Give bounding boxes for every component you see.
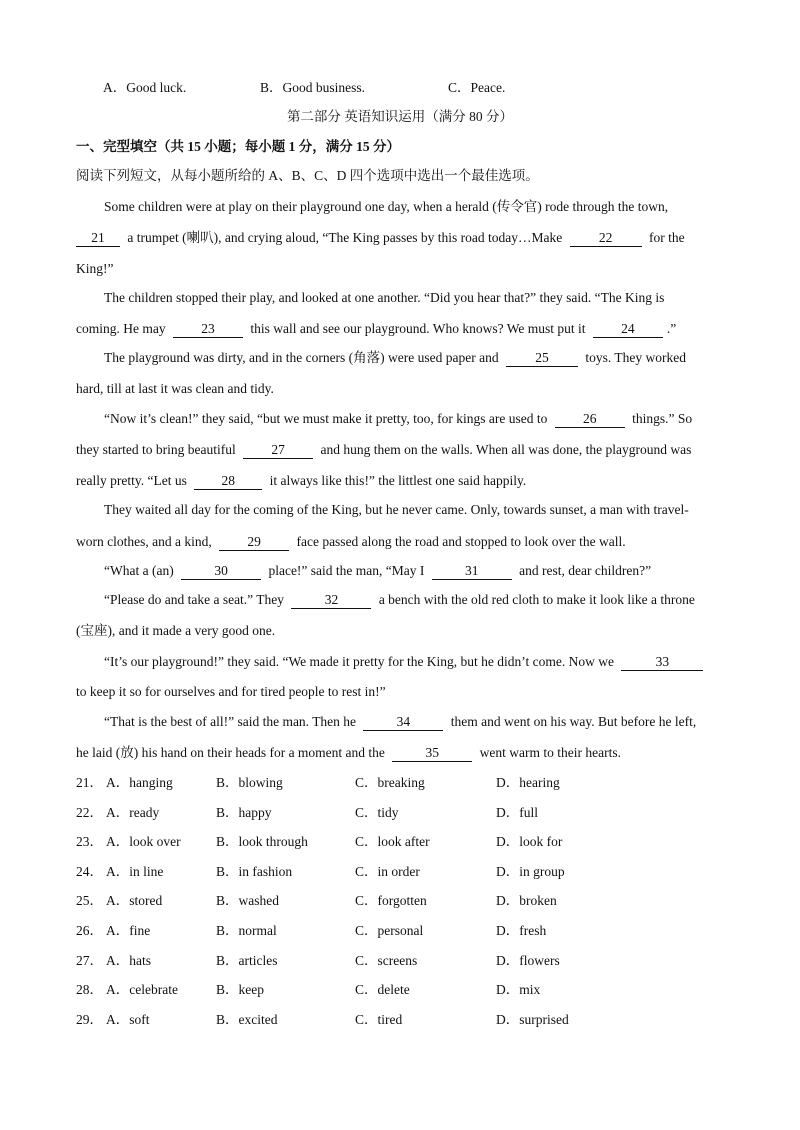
passage-line: “That is the best of all!” said the man. Then he 34 them and went on his way. But before he left,	[104, 714, 697, 729]
passage-line: hard, till at last it was clean and tidy.	[76, 381, 274, 396]
option-b: B．happy	[216, 804, 272, 820]
prev-option-b: B．Good business.	[260, 80, 366, 95]
option-c: C．in order	[355, 863, 420, 879]
option-b: B．blowing	[216, 775, 283, 790]
passage-line: “Now it’s clean!” they said, “but we must make it pretty, too, for kings are used to 26 things.” So	[104, 411, 693, 426]
option-d: D．broken	[496, 893, 557, 909]
passage-line: The children stopped their play, and looked at one another. “Did you hear that?” they said. “The King is	[104, 290, 665, 305]
option-b: B．excited	[216, 1011, 278, 1027]
option-d: D．full	[496, 804, 538, 820]
option-d: D．fresh	[496, 923, 547, 938]
passage-line: really pretty. “Let us 28 it always like this!” the littlest one said happily.	[76, 473, 527, 488]
question-number: 26．	[76, 923, 103, 938]
option-c: C．breaking	[355, 775, 425, 790]
section-title: 一、完型填空（共 15 小题；每小题 1 分，满分 15 分）	[76, 139, 400, 154]
blank-33: 33	[621, 653, 703, 671]
option-b: B．look through	[216, 834, 308, 850]
blank-24: 24	[593, 320, 663, 338]
option-c: C．tired	[355, 1011, 403, 1027]
option-a: A．in line	[106, 863, 164, 879]
option-b: B．normal	[216, 923, 277, 938]
blank-35: 35	[392, 744, 472, 762]
option-c: C．delete	[355, 982, 410, 998]
blank-30: 30	[181, 562, 261, 580]
passage-line: King!”	[76, 261, 114, 276]
option-c: C．look after	[355, 834, 430, 850]
question-number: 28．	[76, 982, 103, 998]
option-d: D．hearing	[496, 775, 560, 790]
option-d: D．mix	[496, 982, 541, 998]
passage-line: (宝座), and it made a very good one.	[76, 623, 276, 638]
passage-line: they started to bring beautiful 27 and hung them on the walls. When all was done, the playground was	[76, 442, 692, 457]
passage-line: Some children were at play on their playground one day, when a herald (传令官) rode through the town,	[104, 199, 669, 214]
passage-line: “Please do and take a seat.” They 32 a bench with the old red cloth to make it look like a throne	[104, 592, 695, 607]
passage-line: to keep it so for ourselves and for tired people to rest in!”	[76, 684, 386, 699]
blank-23: 23	[173, 320, 243, 338]
option-a: A．hanging	[106, 775, 173, 790]
part-title: 第二部分 英语知识运用（满分 80 分）	[286, 109, 514, 124]
question-number: 29．	[76, 1011, 103, 1027]
passage-line: he laid (放) his hand on their heads for a moment and the 35 went warm to their hearts.	[76, 745, 621, 760]
blank-22: 22	[570, 229, 642, 247]
option-b: B．keep	[216, 982, 264, 998]
question-number: 25．	[76, 893, 103, 909]
option-c: C．tidy	[355, 804, 399, 820]
blank-29: 29	[219, 533, 289, 551]
blank-27: 27	[243, 441, 313, 459]
option-c: C．screens	[355, 952, 418, 968]
prev-option-c: C．Peace.	[448, 80, 506, 95]
option-a: A．celebrate	[106, 982, 178, 998]
option-b: B．washed	[216, 893, 279, 909]
option-b: B．articles	[216, 952, 278, 968]
question-number: 24．	[76, 863, 103, 879]
passage-line: worn clothes, and a kind, 29 face passed along the road and stopped to look over the wall.	[76, 534, 626, 549]
passage-line: “What a (an) 30 place!” said the man, “May I 31 and rest, dear children?”	[104, 563, 652, 578]
option-d: D．surprised	[496, 1011, 569, 1027]
prev-options	[103, 78, 506, 98]
option-d: D．look for	[496, 834, 563, 850]
passage-line: The playground was dirty, and in the corners (角落) were used paper and 25 toys. They worked	[104, 350, 686, 365]
blank-34: 34	[363, 713, 443, 731]
option-a: A．hats	[106, 952, 151, 968]
option-d: D．in group	[496, 863, 565, 879]
option-c: C．personal	[355, 923, 424, 938]
option-a: A．look over	[106, 834, 181, 850]
passage-line: coming. He may 23 this wall and see our playground. Who knows? We must put it 24 .”	[76, 321, 677, 336]
blank-32: 32	[291, 591, 371, 609]
option-a: A．soft	[106, 1011, 150, 1027]
option-d: D．flowers	[496, 952, 560, 968]
option-c: C．forgotten	[355, 893, 427, 909]
blank-25: 25	[506, 349, 578, 367]
passage-line: 21 a trumpet (喇叭), and crying aloud, “The King passes by this road today…Make 22 for the	[76, 228, 685, 248]
prev-option-a: A．Good luck.	[103, 80, 187, 95]
question-number: 21．	[76, 775, 103, 790]
instruction: 阅读下列短文，从每小题所给的 A、B、C、D 四个选项中选出一个最佳选项。	[76, 168, 539, 183]
option-a: A．fine	[106, 923, 151, 938]
question-number: 22．	[76, 804, 103, 820]
question-number: 23．	[76, 834, 103, 850]
option-b: B．in fashion	[216, 863, 293, 879]
question-number: 27．	[76, 952, 103, 968]
option-a: A．ready	[106, 804, 160, 820]
blank-31: 31	[432, 562, 512, 580]
blank-21: 21	[76, 229, 120, 247]
passage-line: They waited all day for the coming of the King, but he never came. Only, towards sunset, a man with travel-	[104, 502, 689, 517]
blank-26: 26	[555, 410, 625, 428]
blank-28: 28	[194, 472, 262, 490]
passage-line: “It’s our playground!” they said. “We made it pretty for the King, but he didn’t come. Now we 33	[104, 652, 707, 672]
option-a: A．stored	[106, 893, 163, 909]
